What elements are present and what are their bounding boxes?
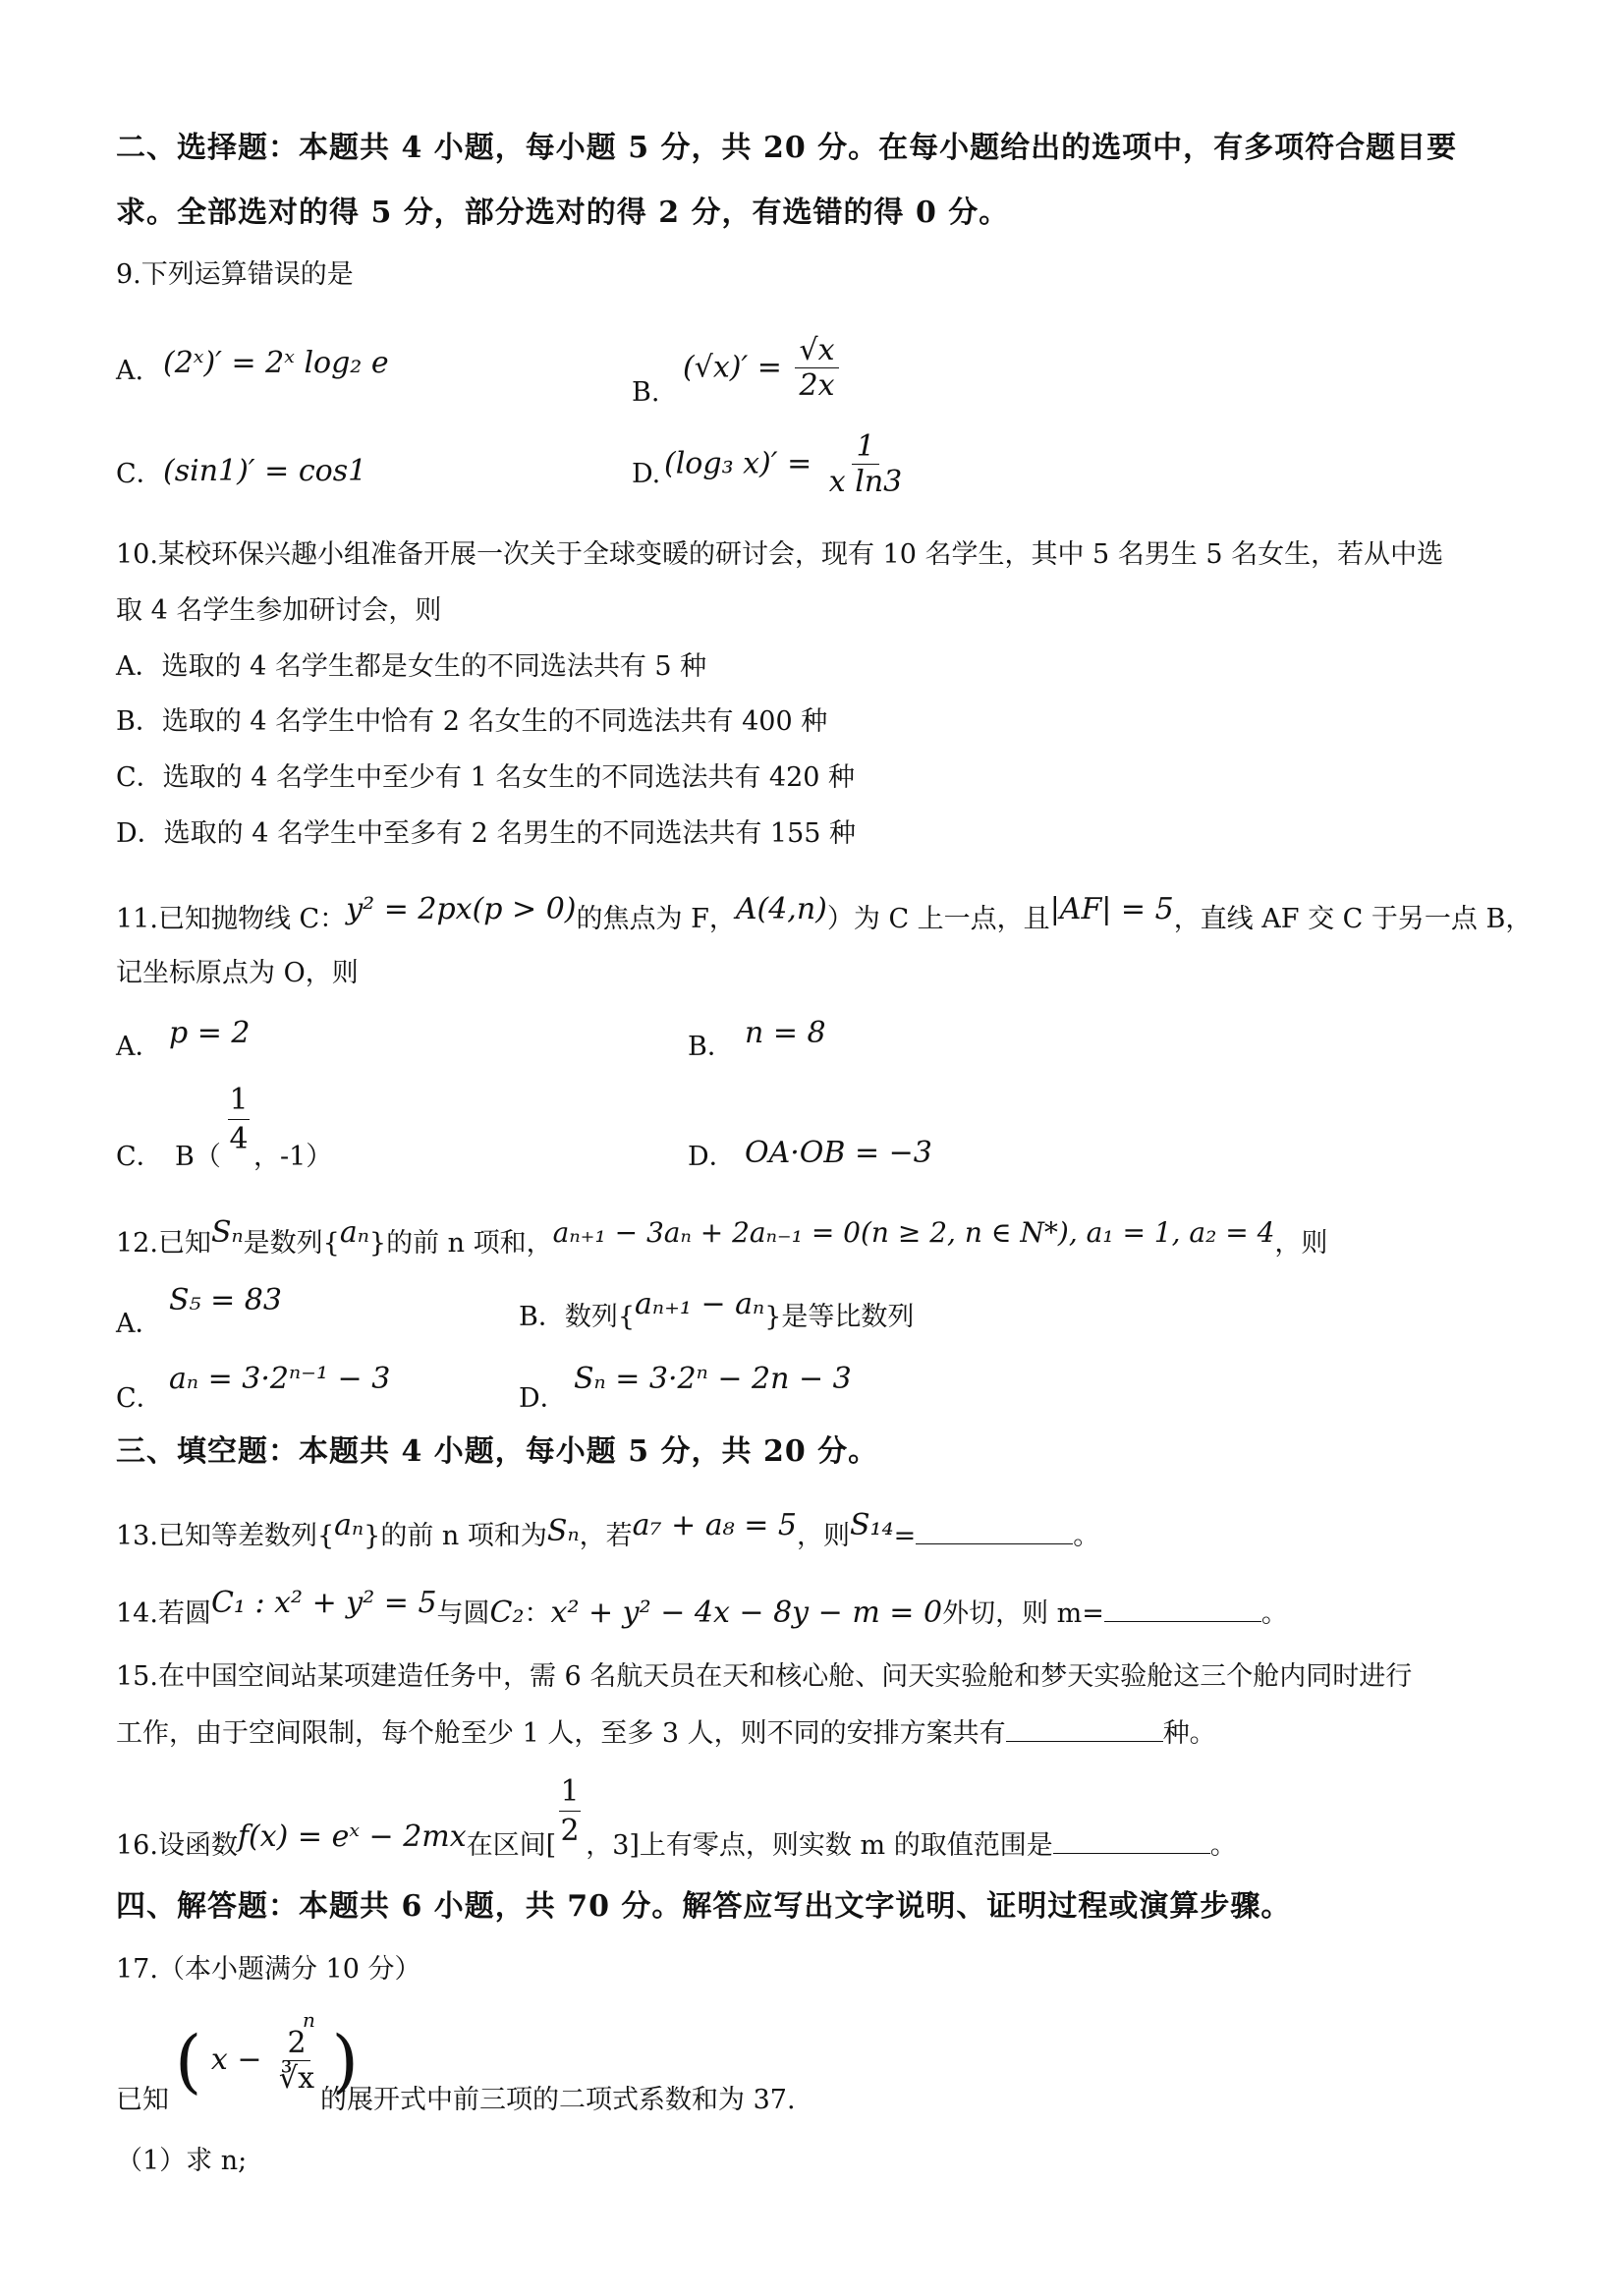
q14-text-4: 外切，则 m= (942, 1598, 1104, 1629)
q16-answer-blank (1053, 1827, 1210, 1854)
section2-heading-line1: 二、选择题：本题共 4 小题，每小题 5 分，共 20 分。在每小题给出的选项中，有多项符合题目要 (116, 131, 1458, 165)
q11-c-denominator: 4 (229, 1122, 249, 1156)
q12-c-expr: aₙ = 3·2ⁿ⁻¹ − 3 (169, 1362, 391, 1396)
q13-text-3: ，若 (579, 1521, 633, 1551)
q16-fraction-bar (559, 1811, 581, 1812)
q15-text: 工作，由于空间限制，每个舱至少 1 人，至多 3 人，则不同的安排方案共有 (116, 1718, 1006, 1749)
q16-text-3: ，3]上有零点，则实数 m 的取值范围是 (586, 1830, 1053, 1861)
q13-stem (116, 1508, 1100, 1554)
q12-b-option (519, 1287, 915, 1335)
q12-sn: Sₙ (210, 1215, 244, 1250)
q9-d-lhs: (log₃ x)′ = (664, 446, 812, 481)
q17-stem: 17.（本小题满分 10 分） (116, 1954, 421, 1985)
q13-s14: S₁₄ (849, 1508, 894, 1542)
q16-fraction (559, 1774, 581, 1848)
q11-stem-line1 (116, 892, 1533, 937)
q16-stem (116, 1820, 1237, 1864)
q11-c-numerator: 1 (229, 1083, 249, 1117)
section2-heading-line2: 求。全部选对的得 5 分，部分选对的得 2 分，有选错的得 0 分。 (116, 196, 1010, 230)
q9-a-expr: (2ˣ)′ = 2ˣ log₂ e (163, 346, 389, 380)
q11-b-label: B． (688, 1032, 734, 1062)
q13-text-4: ，则 (796, 1521, 850, 1551)
q11-d-label: D． (688, 1142, 736, 1172)
q11-text-2: 的焦点为 F， (576, 904, 736, 934)
q12-b-expr: aₙ₊₁ − aₙ (635, 1287, 765, 1321)
q9-d-fraction (825, 430, 906, 500)
q12-b-label: B．数列{ (519, 1302, 636, 1332)
q10-option-b: B．选取的 4 名学生中恰有 2 名女生的不同选法共有 400 种 (116, 706, 828, 737)
q12-c-label: C． (116, 1383, 163, 1414)
q13-sn: Sₙ (546, 1514, 580, 1548)
section4-heading: 四、解答题：本题共 6 小题，共 70 分。解答应写出文字说明、证明过程或演算步骤。 (116, 1889, 1292, 1924)
q17-part1: （1）求 n; (116, 2146, 248, 2176)
q11-b-expr: n = 8 (745, 1016, 826, 1050)
q11-c-fraction-bar (228, 1119, 250, 1120)
q16-text-1: 16.设函数 (116, 1830, 238, 1861)
q16-end: 。 (1209, 1830, 1237, 1861)
q9-b-numerator: √x (795, 334, 838, 368)
q9-d-expr (664, 430, 910, 500)
q9-c-expr: (sin1)′ = cos1 (163, 454, 367, 488)
q10-option-a: A．选取的 4 名学生都是女生的不同选法共有 5 种 (116, 651, 707, 682)
q13-equals: = (893, 1521, 917, 1551)
q11-parabola-eq: y² = 2px(p > 0) (346, 892, 577, 926)
q12-a-expr: S₅ = 83 (169, 1283, 282, 1317)
q9-d-label: D. (632, 459, 661, 489)
q12-d-label: D． (519, 1383, 567, 1414)
q11-c-pre: B（ (175, 1142, 221, 1172)
q12-recurrence: aₙ₊₁ − 3aₙ + 2aₙ₋₁ = 0(n ≥ 2, n ∈ N*), a₁ = 1, a₂ = 4 (552, 1216, 1275, 1249)
q17-text-2: 的展开式中前三项的二项式系数和为 37. (320, 2085, 796, 2115)
q16-text-2: 在区间[ (466, 1830, 557, 1861)
q12-text-3: }的前 n 项和， (368, 1228, 553, 1259)
q10-stem-line1: 10.某校环保兴趣小组准备开展一次关于全球变暖的研讨会，现有 10 名学生，其中 5 名男生 5 名女生，若从中选 (116, 539, 1444, 570)
q16-numerator: 1 (560, 1774, 580, 1809)
q13-an: aₙ (334, 1508, 364, 1542)
q9-d-numerator: 1 (852, 430, 878, 465)
q12-text-1: 12.已知 (116, 1228, 211, 1259)
q14-stem (116, 1586, 1288, 1632)
q17-left-paren: ( (175, 2021, 202, 2101)
q17-expr-denominator: ∛x (279, 2060, 315, 2096)
q12-an: aₙ (339, 1215, 369, 1250)
q9-option-a (116, 354, 143, 389)
q13-text-1: 13.已知等差数列{ (116, 1521, 335, 1551)
q12-text-4: ，则 (1274, 1228, 1328, 1259)
q11-a-expr: p = 2 (169, 1016, 251, 1050)
q17-expr-numerator: 2 (283, 2027, 309, 2061)
q12-stem (116, 1215, 1328, 1261)
q14-text-2: 与圆 (436, 1598, 490, 1629)
q15-answer-blank (1006, 1715, 1163, 1742)
q13-condition: a₇ + a₈ = 5 (632, 1508, 797, 1542)
q13-text-2: }的前 n 项和为 (364, 1521, 547, 1551)
q11-point-a: A(4,n) (735, 892, 827, 926)
q14-c2: C₂ (489, 1596, 525, 1630)
q17-expr-x: x − (210, 2043, 262, 2077)
q9-b-label: B. (632, 377, 660, 408)
q9-d-denominator: x ln3 (828, 465, 903, 499)
q14-text-1: 14.若圆 (116, 1598, 211, 1629)
q14-text-3: ： (524, 1598, 551, 1629)
q14-circle1: C₁ : x² + y² = 5 (210, 1586, 437, 1620)
q10-option-d: D．选取的 4 名学生中至多有 2 名男生的不同选法共有 155 种 (116, 818, 857, 849)
q11-c-post: ，-1） (253, 1142, 333, 1172)
q9-b-denominator: 2x (799, 368, 835, 403)
q9-b-fraction (795, 334, 838, 404)
q11-text-4: ，直线 AF 交 C 于另一点 B， (1173, 904, 1533, 934)
q9-b-lhs: (√x)′ = (683, 350, 782, 385)
q10-stem-line2: 取 4 名学生参加研讨会，则 (116, 595, 442, 626)
q14-answer-blank (1104, 1596, 1261, 1622)
q9-b-expr (683, 334, 843, 404)
q11-text-1: 11.已知抛物线 C： (116, 904, 347, 934)
q11-a-label: A． (116, 1032, 162, 1062)
q9-stem: 9.下列运算错误的是 (116, 259, 354, 290)
q9-c-label: C． (116, 459, 163, 489)
q14-circle2: x² + y² − 4x − 8y − m = 0 (550, 1596, 943, 1630)
q10-option-c: C．选取的 4 名学生中至少有 1 名女生的不同选法共有 420 种 (116, 762, 856, 793)
q17-text-1: 已知 (116, 2085, 169, 2115)
q16-denominator: 2 (560, 1814, 580, 1848)
q15-stem-line1: 15.在中国空间站某项建造任务中，需 6 名航天员在天和核心舱、问天实验舱和梦天实验舱这三个舱内同时进行 (116, 1661, 1413, 1692)
q11-text-3: ）为 C 上一点，且 (826, 904, 1050, 934)
q11-af-length: |AF| = 5 (1049, 892, 1174, 926)
q11-stem-line2: 记坐标原点为 O，则 (116, 958, 359, 988)
q16-function: f(x) = eˣ − 2mx (237, 1820, 467, 1854)
q12-d-expr: Sₙ = 3·2ⁿ − 2n − 3 (574, 1362, 852, 1396)
q11-c-fraction (228, 1083, 250, 1156)
q11-c-label: C． (116, 1142, 163, 1172)
q17-exponent: n (303, 2008, 315, 2032)
section3-heading: 三、填空题：本题共 4 小题，每小题 5 分，共 20 分。 (116, 1434, 879, 1469)
q17-right-paren: ) (331, 2021, 359, 2101)
q13-end: 。 (1073, 1521, 1100, 1551)
q12-b-post: }是等比数列 (764, 1302, 915, 1332)
q11-d-expr: OA·OB = −3 (745, 1136, 932, 1170)
q13-answer-blank (916, 1518, 1073, 1544)
q14-end: 。 (1260, 1598, 1288, 1629)
q15-stem-line2 (116, 1715, 1216, 1752)
q15-end: 种。 (1162, 1718, 1216, 1749)
q12-a-label: A． (116, 1309, 162, 1339)
q9-a-label: A. (116, 356, 144, 386)
q12-text-2: 是数列{ (243, 1228, 340, 1259)
